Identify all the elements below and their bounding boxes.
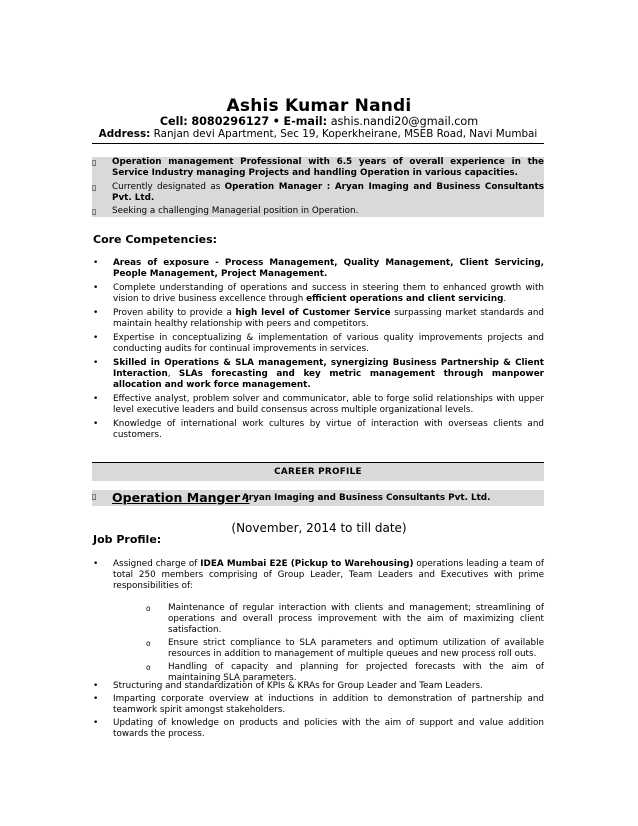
square-bullet-icon: ▯ (92, 492, 97, 501)
item-text: Assigned charge of (113, 559, 201, 569)
item-text: Complete understanding of operations and success in steering them to enhanced growth with vision to drive business excellence through (113, 283, 544, 304)
bullet-icon: • (93, 258, 99, 268)
item-text: surpassing market standards and maintain healthy relationship with peers and competitors. (113, 308, 544, 329)
bullet-icon: • (93, 419, 99, 429)
circle-bullet-icon: o (146, 663, 151, 672)
summary-text: Currently designated as (112, 182, 225, 192)
bullet-icon: • (93, 681, 99, 691)
list-item (93, 718, 544, 740)
list-item (93, 258, 544, 280)
separator: • (272, 115, 280, 128)
employment-period: (November, 2014 to till date) (231, 521, 407, 535)
candidate-name: Ashis Kumar Nandi (226, 96, 412, 116)
bullet-icon: • (93, 358, 99, 368)
square-bullet-icon: ▯ (92, 183, 97, 192)
item-text: Updating of knowledge on products and policies with the aim of support and value addition towards the process. (113, 718, 544, 739)
summary-box (92, 157, 544, 217)
current-role-bar (92, 490, 544, 506)
item-text: Expertise in conceptualizing & implementation of various quality improvements projects and conducting audits for continual improvements in services. (113, 333, 544, 354)
item-text: Imparting corporate overview at inductions in addition to demonstration of partnership and teamwork spirit amongst stakeholders. (113, 694, 544, 715)
item-text-bold: IDEA Mumbai E2E (Pickup to Warehousing) (200, 559, 414, 569)
email-label: E-mail: (283, 115, 328, 128)
bullet-icon: • (93, 718, 99, 728)
square-bullet-icon: ▯ (92, 207, 97, 216)
role-title: Operation Manger : (112, 490, 250, 505)
list-item (93, 358, 544, 391)
job-profile-list (93, 559, 544, 595)
item-text-bold: Skilled in Operations & SLA management, synergizing Business Partnership & Client Interaction (113, 358, 544, 379)
bullet-icon: • (93, 559, 99, 569)
list-item (93, 559, 544, 592)
summary-text: Seeking a challenging Managerial position in Operation. (112, 206, 359, 216)
list-item (93, 394, 544, 416)
competencies-list (93, 258, 544, 444)
item-text: , (167, 369, 179, 379)
item-text: operations leading a team of total 250 members comprising of Group Leader, Team Leaders and Executives with prime responsibilities of: (113, 559, 544, 591)
summary-text: Operation management Professional with 6.5 years of overall experience in the Service Industry managing Projects and handling Operation in various capacities. (112, 157, 544, 178)
address-value: Ranjan devi Apartment, Sec 19, Koperkheirane, MSEB Road, Navi Mumbai (153, 128, 538, 140)
job-profile-heading: Job Profile: (93, 533, 162, 546)
item-text: Effective analyst, problem solver and communicator, able to forge solid relationships with upper level executive leaders and build consensus across multiple organizational levels. (113, 394, 544, 415)
item-text: Knowledge of international work cultures by virtue of interaction with overseas clients and customers. (113, 419, 544, 440)
cell-label: Cell: (159, 115, 188, 128)
bullet-icon: • (93, 394, 99, 404)
circle-bullet-icon: o (146, 604, 151, 613)
sub-list-item (146, 603, 544, 636)
job-profile-list-more (93, 681, 544, 743)
circle-bullet-icon: o (146, 639, 151, 648)
item-text-bold: SLAs forecasting and key metric management through manpower allocation and work force management. (113, 369, 544, 390)
item-text: Proven ability to provide a (113, 308, 236, 318)
item-text-bold: efficient operations and client servicing (306, 294, 504, 304)
email-value[interactable]: ashis.nandi20@gmail.com (330, 115, 479, 128)
competencies-heading: Core Competencies: (93, 233, 218, 246)
sub-list-item (146, 638, 544, 660)
bullet-icon: • (93, 694, 99, 704)
contact-line (0, 115, 638, 128)
list-item (93, 419, 544, 441)
list-item (93, 333, 544, 355)
square-bullet-icon: ▯ (92, 158, 97, 167)
address-label: Address: (98, 128, 151, 140)
summary-text-bold: Operation Manager : Aryan Imaging and Business Consultants Pvt. Ltd. (112, 182, 544, 203)
responsibility-sublist (146, 603, 544, 686)
bullet-icon: • (93, 333, 99, 343)
list-item (93, 308, 544, 330)
item-text-bold: high level of Customer Service (235, 308, 391, 318)
address-divider (92, 143, 544, 144)
list-item (93, 694, 544, 716)
item-text: Structuring and standardization of KPIs & KRAs for Group Leader and Team Leaders. (113, 681, 483, 691)
career-profile-title: CAREER PROFILE (274, 467, 362, 477)
item-text: . (503, 294, 507, 304)
item-text: Areas of exposure - Process Management, Quality Management, Client Servicing, People Management, Project Management. (113, 258, 544, 279)
company-name: Aryan Imaging and Business Consultants Pvt. Ltd. (242, 493, 491, 503)
cell-value: 8080296127 (191, 115, 270, 128)
list-item (93, 283, 544, 305)
bullet-icon: • (93, 283, 99, 293)
bullet-icon: • (93, 308, 99, 318)
list-item (93, 681, 544, 692)
career-profile-bar (92, 462, 544, 481)
item-text: Ensure strict compliance to SLA parameters and optimum utilization of available resources in addition to management of multiple queues and new process roll outs. (168, 638, 544, 659)
item-text: Handling of capacity and planning for projected forecasts with the aim of maintaining SLA parameters. (168, 662, 544, 683)
address-line (92, 128, 544, 141)
item-text: Maintenance of regular interaction with clients and management; streamlining of operations and overall process improvement with the aim of maximizing client satisfaction. (168, 603, 544, 635)
